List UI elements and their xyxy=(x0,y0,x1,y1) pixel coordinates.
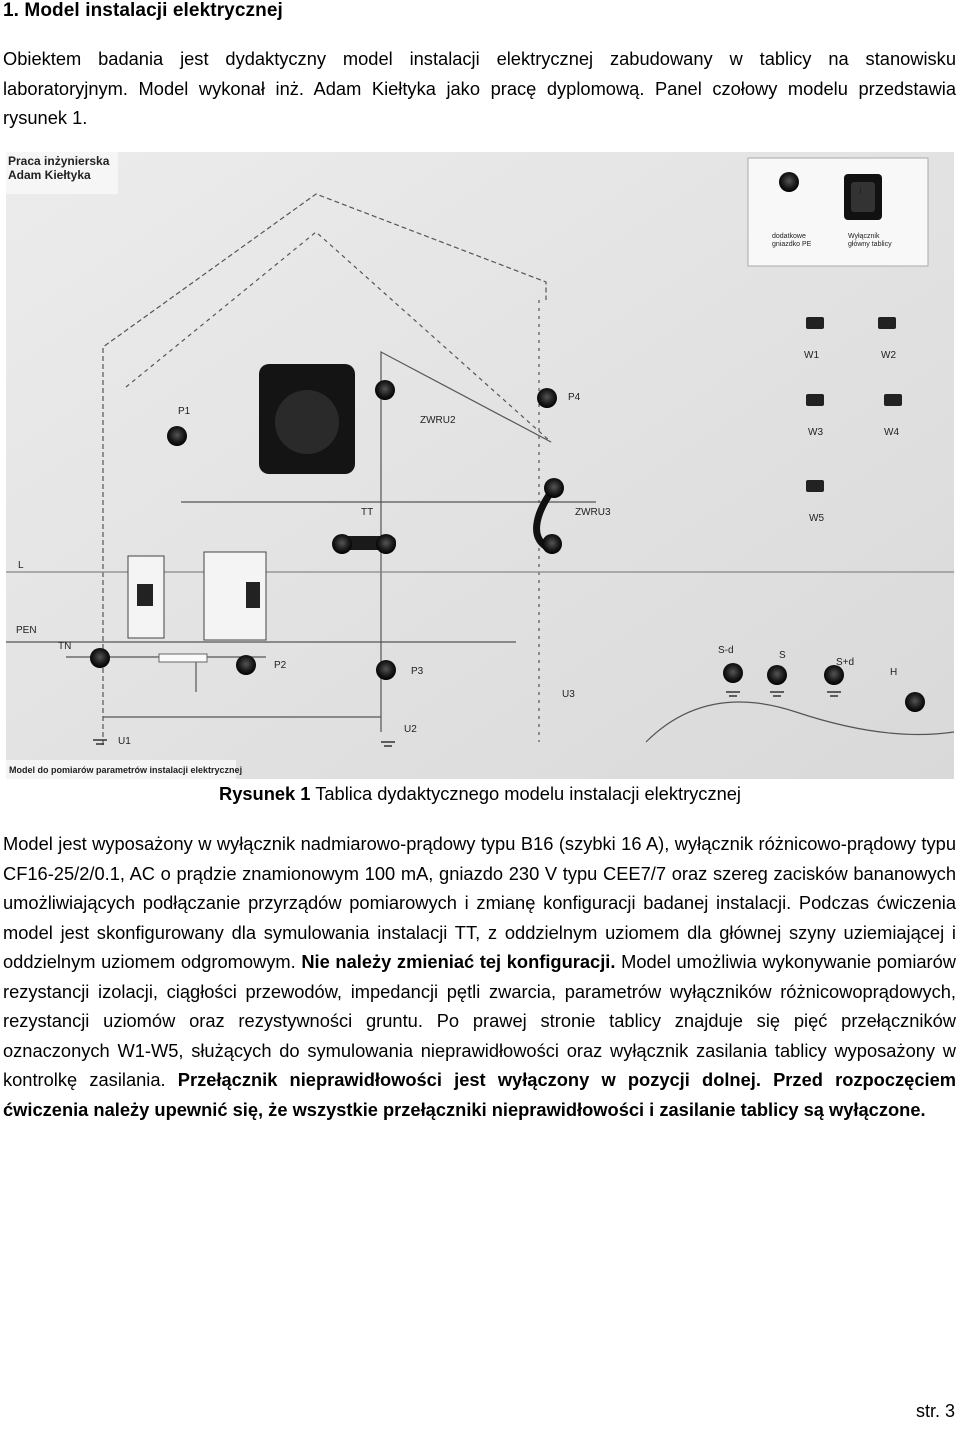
body-bold-2: Przełącznik nieprawidłowości jest wyłączony w pozycji dolnej. Przed rozpoczęciem ćwiczenia należy upewnić się, że wszystkie przełączniki nieprawidłowości i zasilanie tablicy są wyłączone. xyxy=(3,1069,956,1120)
label-w1: W1 xyxy=(804,350,819,361)
label-w3: W3 xyxy=(808,427,823,438)
label-p4: P4 xyxy=(568,392,581,403)
label-p3: P3 xyxy=(411,666,424,677)
page-number: str. 3 xyxy=(915,1401,955,1421)
body-text-1: Model jest wyposażony w wyłącznik nadmiarowo-prądowy typu B16 (szybki 16 A), wyłącznik różnicowo-prądowy typu CF16-25/2/0.1, AC o prądzie znamionowym 100 mA, gniazdo 230 V typu CEE7/7 oraz szereg zacisków bananowych umożliwiających podłączanie przyrządów pomiarowych i zmianę konfiguracji badanej instalacji. Podczas ćwiczenia model jest skonfigurowany dla symulowania instalacji TT, z oddzielnym uziomem dla głównej szyny uziemiającej i oddzielnym uziomem odgromowym. xyxy=(3,833,956,972)
body-text-2: Model umożliwia wykonywanie pomiarów rezystancji izolacji, ciągłości przewodów, impedancji pętli zwarcia, parametrów wyłączników różnicowoprądowych, rezystancji uziomów oraz rezystywności gruntu. Po prawej stronie tablicy znajduje się pięć przełączników oznaczonych W1-W5, służących do symulowania nieprawidłowości oraz wyłącznik zasilania tablicy wyposażony w kontrolkę zasilania. xyxy=(3,951,957,1090)
label-tn: TN xyxy=(58,641,72,652)
label-l: L xyxy=(18,560,24,571)
caption-label: Rysunek 1 xyxy=(219,783,311,804)
label-zwr-u3: ZWRU3 xyxy=(575,507,611,518)
label-tt: TT xyxy=(361,507,374,518)
pe-socket-label-2: gniazdko PE xyxy=(772,241,812,248)
label-p2: P2 xyxy=(274,660,287,671)
label-w5: W5 xyxy=(809,513,824,524)
main-switch-label-1: Wyłącznik xyxy=(848,233,880,240)
body-bold-1: Nie należy zmieniać tej konfiguracji. xyxy=(295,951,616,972)
switch-indicator: I xyxy=(859,186,862,197)
section-heading: 1. Model instalacji elektrycznej xyxy=(3,0,283,21)
label-pen: PEN xyxy=(16,625,37,636)
body-paragraph xyxy=(3,829,956,1124)
main-switch-label-2: główny tablicy xyxy=(848,241,892,248)
label-s-plus-d: S+d xyxy=(836,657,855,668)
label-s: S xyxy=(779,650,786,661)
label-w2: W2 xyxy=(881,350,896,361)
label-u2: U2 xyxy=(404,724,417,735)
label-s-d: S-d xyxy=(718,645,734,656)
label-u1: U1 xyxy=(118,736,131,747)
label-u3: U3 xyxy=(562,689,575,700)
intro-paragraph: Obiektem badania jest dydaktyczny model instalacji elektrycznej zabudowany w tablicy na stanowisku laboratoryjnym. Model wykonał inż. Adam Kiełtyka jako pracę dyplomową. Panel czołowy modelu przedstawia rysunek 1. xyxy=(3,48,956,128)
label-p1: P1 xyxy=(178,406,191,417)
board-title-line1: Praca inżynierska xyxy=(8,154,110,168)
label-h: H xyxy=(890,667,898,678)
board-title-line2: Adam Kiełtyka xyxy=(8,168,91,182)
caption-text: Tablica dydaktycznego modelu instalacji elektrycznej xyxy=(310,783,741,804)
figure-photo xyxy=(6,152,954,779)
figure-caption xyxy=(0,779,960,808)
board-footer: Model do pomiarów parametrów instalacji elektrycznej xyxy=(9,765,243,775)
label-w4: W4 xyxy=(884,427,899,438)
label-zwr-u2: ZWRU2 xyxy=(420,415,456,426)
pe-socket-label-1: dodatkowe xyxy=(772,233,806,240)
